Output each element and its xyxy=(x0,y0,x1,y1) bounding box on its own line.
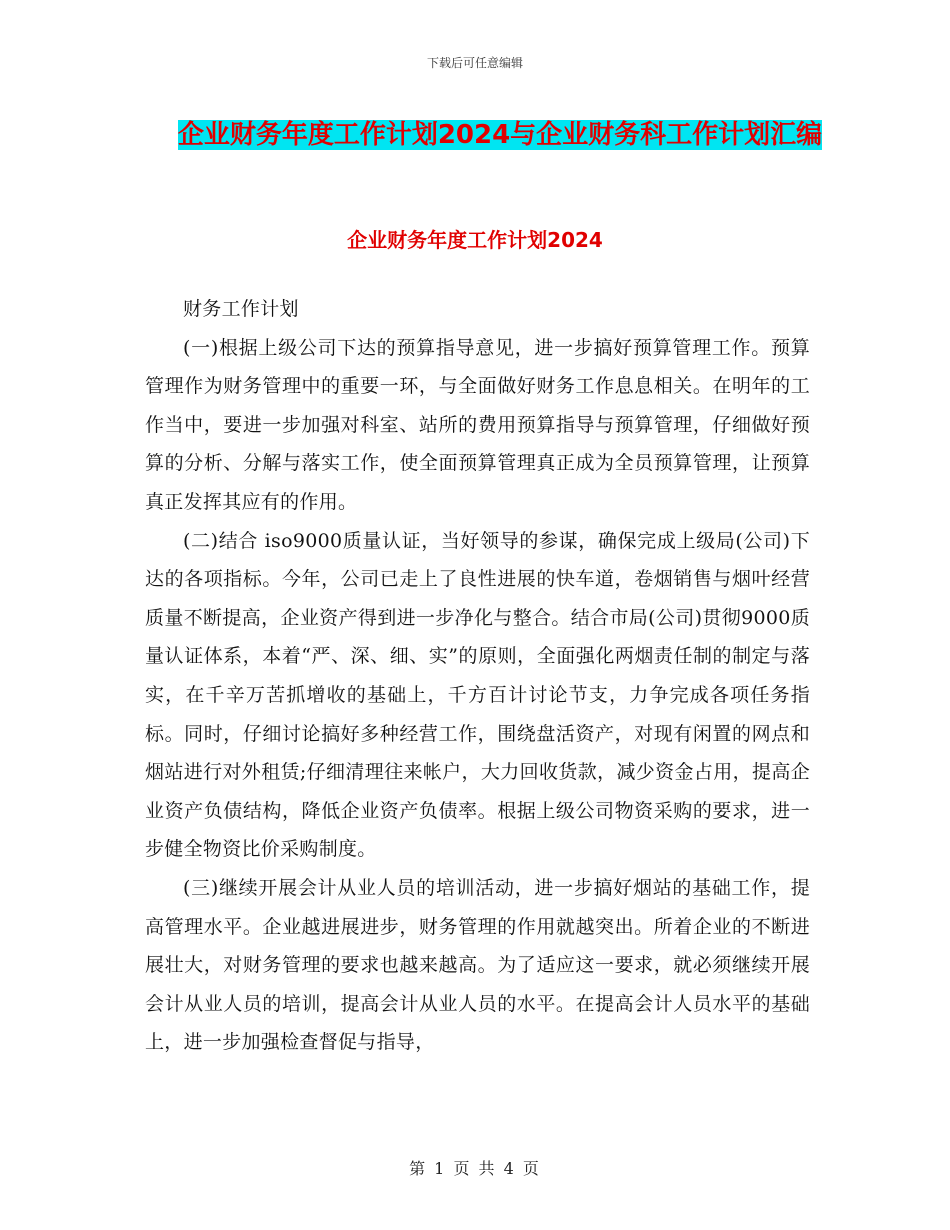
section-title: 企业财务年度工作计划2024 xyxy=(347,228,603,252)
document-title xyxy=(150,110,850,160)
document-body xyxy=(145,290,810,1062)
paragraph: (一)根据上级公司下达的预算指导意见，进一步搞好预算管理工作。预算管理作为财务管理中的重要一环，与全面做好财务工作息息相关。在明年的工作当中，要进一步加强对科室、站所的费用预算指导与预算管理，仔细做好预算的分析、分解与落实工作，使全面预算管理真正成为全员预算管理，让预算真正发挥其应有的作用。 xyxy=(145,336,810,513)
paragraph: (二)结合 iso9000质量认证，当好领导的参谋，确保完成上级局(公司)下达的各项指标。今年，公司已走上了良性进展的快车道，卷烟销售与烟叶经营质量不断提高，企业资产得到进一步净化与整合。结合市局(公司)贯彻9000质量认证体系，本着“严、深、细、实”的原则，全面强化两烟责任制的制定与落实，在千辛万苦抓增收的基础上，千方百计讨论节支，力争完成各项任务指标。同时，仔细讨论搞好多种经营工作，围绕盘活资产，对现有闲置的网点和烟站进行对外租赁;仔细清理往来帐户，大力回收货款，减少资金占用，提高企业资产负债结构，降低企业资产负债率。根据上级公司物资采购的要求，进一步健全物资比价采购制度。 xyxy=(145,529,810,861)
document-title-text: 企业财务年度工作计划2024与企业财务科工作计划汇编 xyxy=(177,120,823,150)
page-number: 第 1 页 共 4 页 xyxy=(409,1159,541,1178)
header-note: 下载后可任意编辑 xyxy=(426,56,523,70)
paragraph-heading: 财务工作计划 xyxy=(183,298,299,320)
paragraph: (三)继续开展会计从业人员的培训活动，进一步搞好烟站的基础工作，提高管理水平。企业越进展进步，财务管理的作用就越突出。所着企业的不断进展壮大，对财务管理的要求也越来越高。为了适应这一要求，就必须继续开展会计从业人员的培训，提高会计从业人员的水平。在提高会计人员水平的基础上，进一步加强检查督促与指导， xyxy=(145,876,810,1054)
